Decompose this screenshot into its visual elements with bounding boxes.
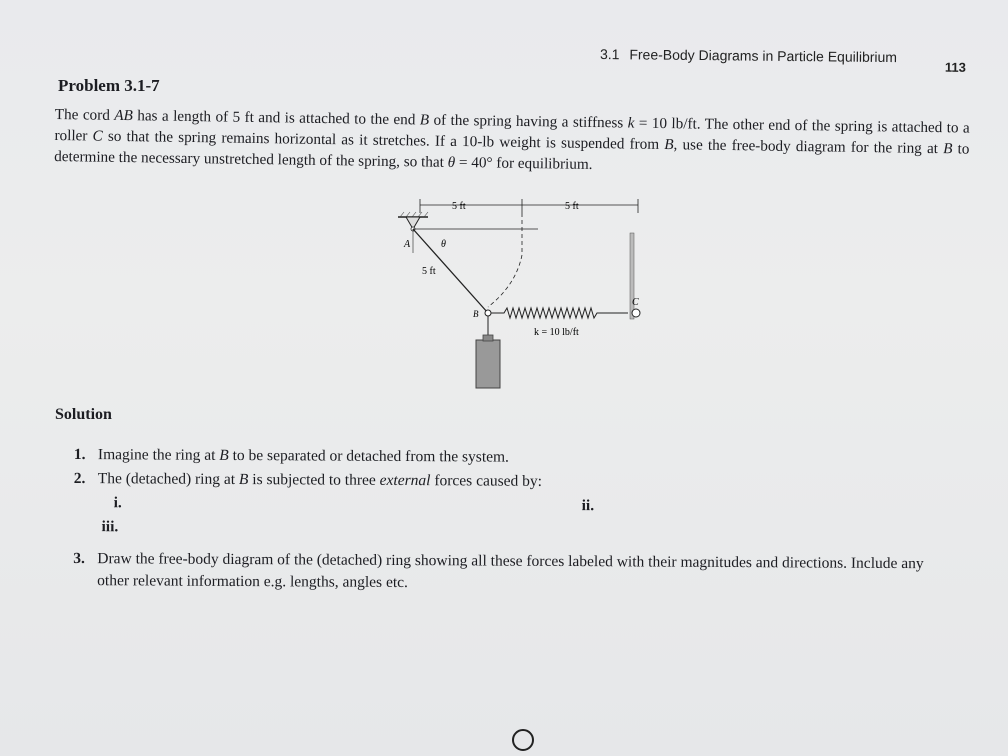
problem-figure [388,195,648,395]
ring-b [485,310,491,316]
step-3: 3. Draw the free-body diagram of the (detached) ring showing all these forces labeled with their magnitudes and directions. Include any other relevant information e.g. lengths, angles etc. [73,549,924,592]
circle-mark-icon [508,722,538,752]
force-slot-iii: iii. [101,518,119,536]
label-stiffness: k = 10 lb/ft [534,327,579,338]
pin-support-a [398,212,428,231]
label-cord-length: 5 ft [422,266,436,277]
section-number: 3.1 [599,46,620,63]
label-theta: θ [441,239,446,250]
page-number: 113 [944,59,966,75]
label-c: C [632,297,639,308]
force-slot-ii: ii. [581,497,595,515]
dimension-5ft-right: 5 ft [565,201,579,212]
roller-c [632,309,640,317]
spring [491,308,628,318]
force-slots-row-2 [73,516,973,545]
dimension-5ft-left: 5 ft [452,201,466,212]
step-2: 2. The (detached) ring at B is subjected to three external forces caused by: [73,469,543,490]
force-slot-i: i. [113,494,122,512]
swing-arc [488,255,522,307]
label-a: A [404,239,411,250]
solution-title: Solution [55,406,112,423]
solution-steps [73,444,974,599]
problem-title: Problem 3.1-7 [58,76,160,95]
problem-statement: The cord AB has a length of 5 ft and is attached to the end B of the spring having a stiffness k = 10 lb/ft. The other end of the spring is attached to a roller C so that the spring remains horizontal as it stretches. If a 10-lb weight is suspended from B, use the free-body diagram for the ring at B to determine the necessary unstretched length of the spring, so that θ = 40° for equilibrium. [54,105,970,173]
running-header [599,46,980,75]
weight-block [476,340,500,388]
section-title: Free-Body Diagrams in Particle Equilibrium [629,46,898,66]
step-1: 1. Imagine the ring at B to be separated or detached from the system. [73,445,510,466]
label-b: B [473,309,479,319]
